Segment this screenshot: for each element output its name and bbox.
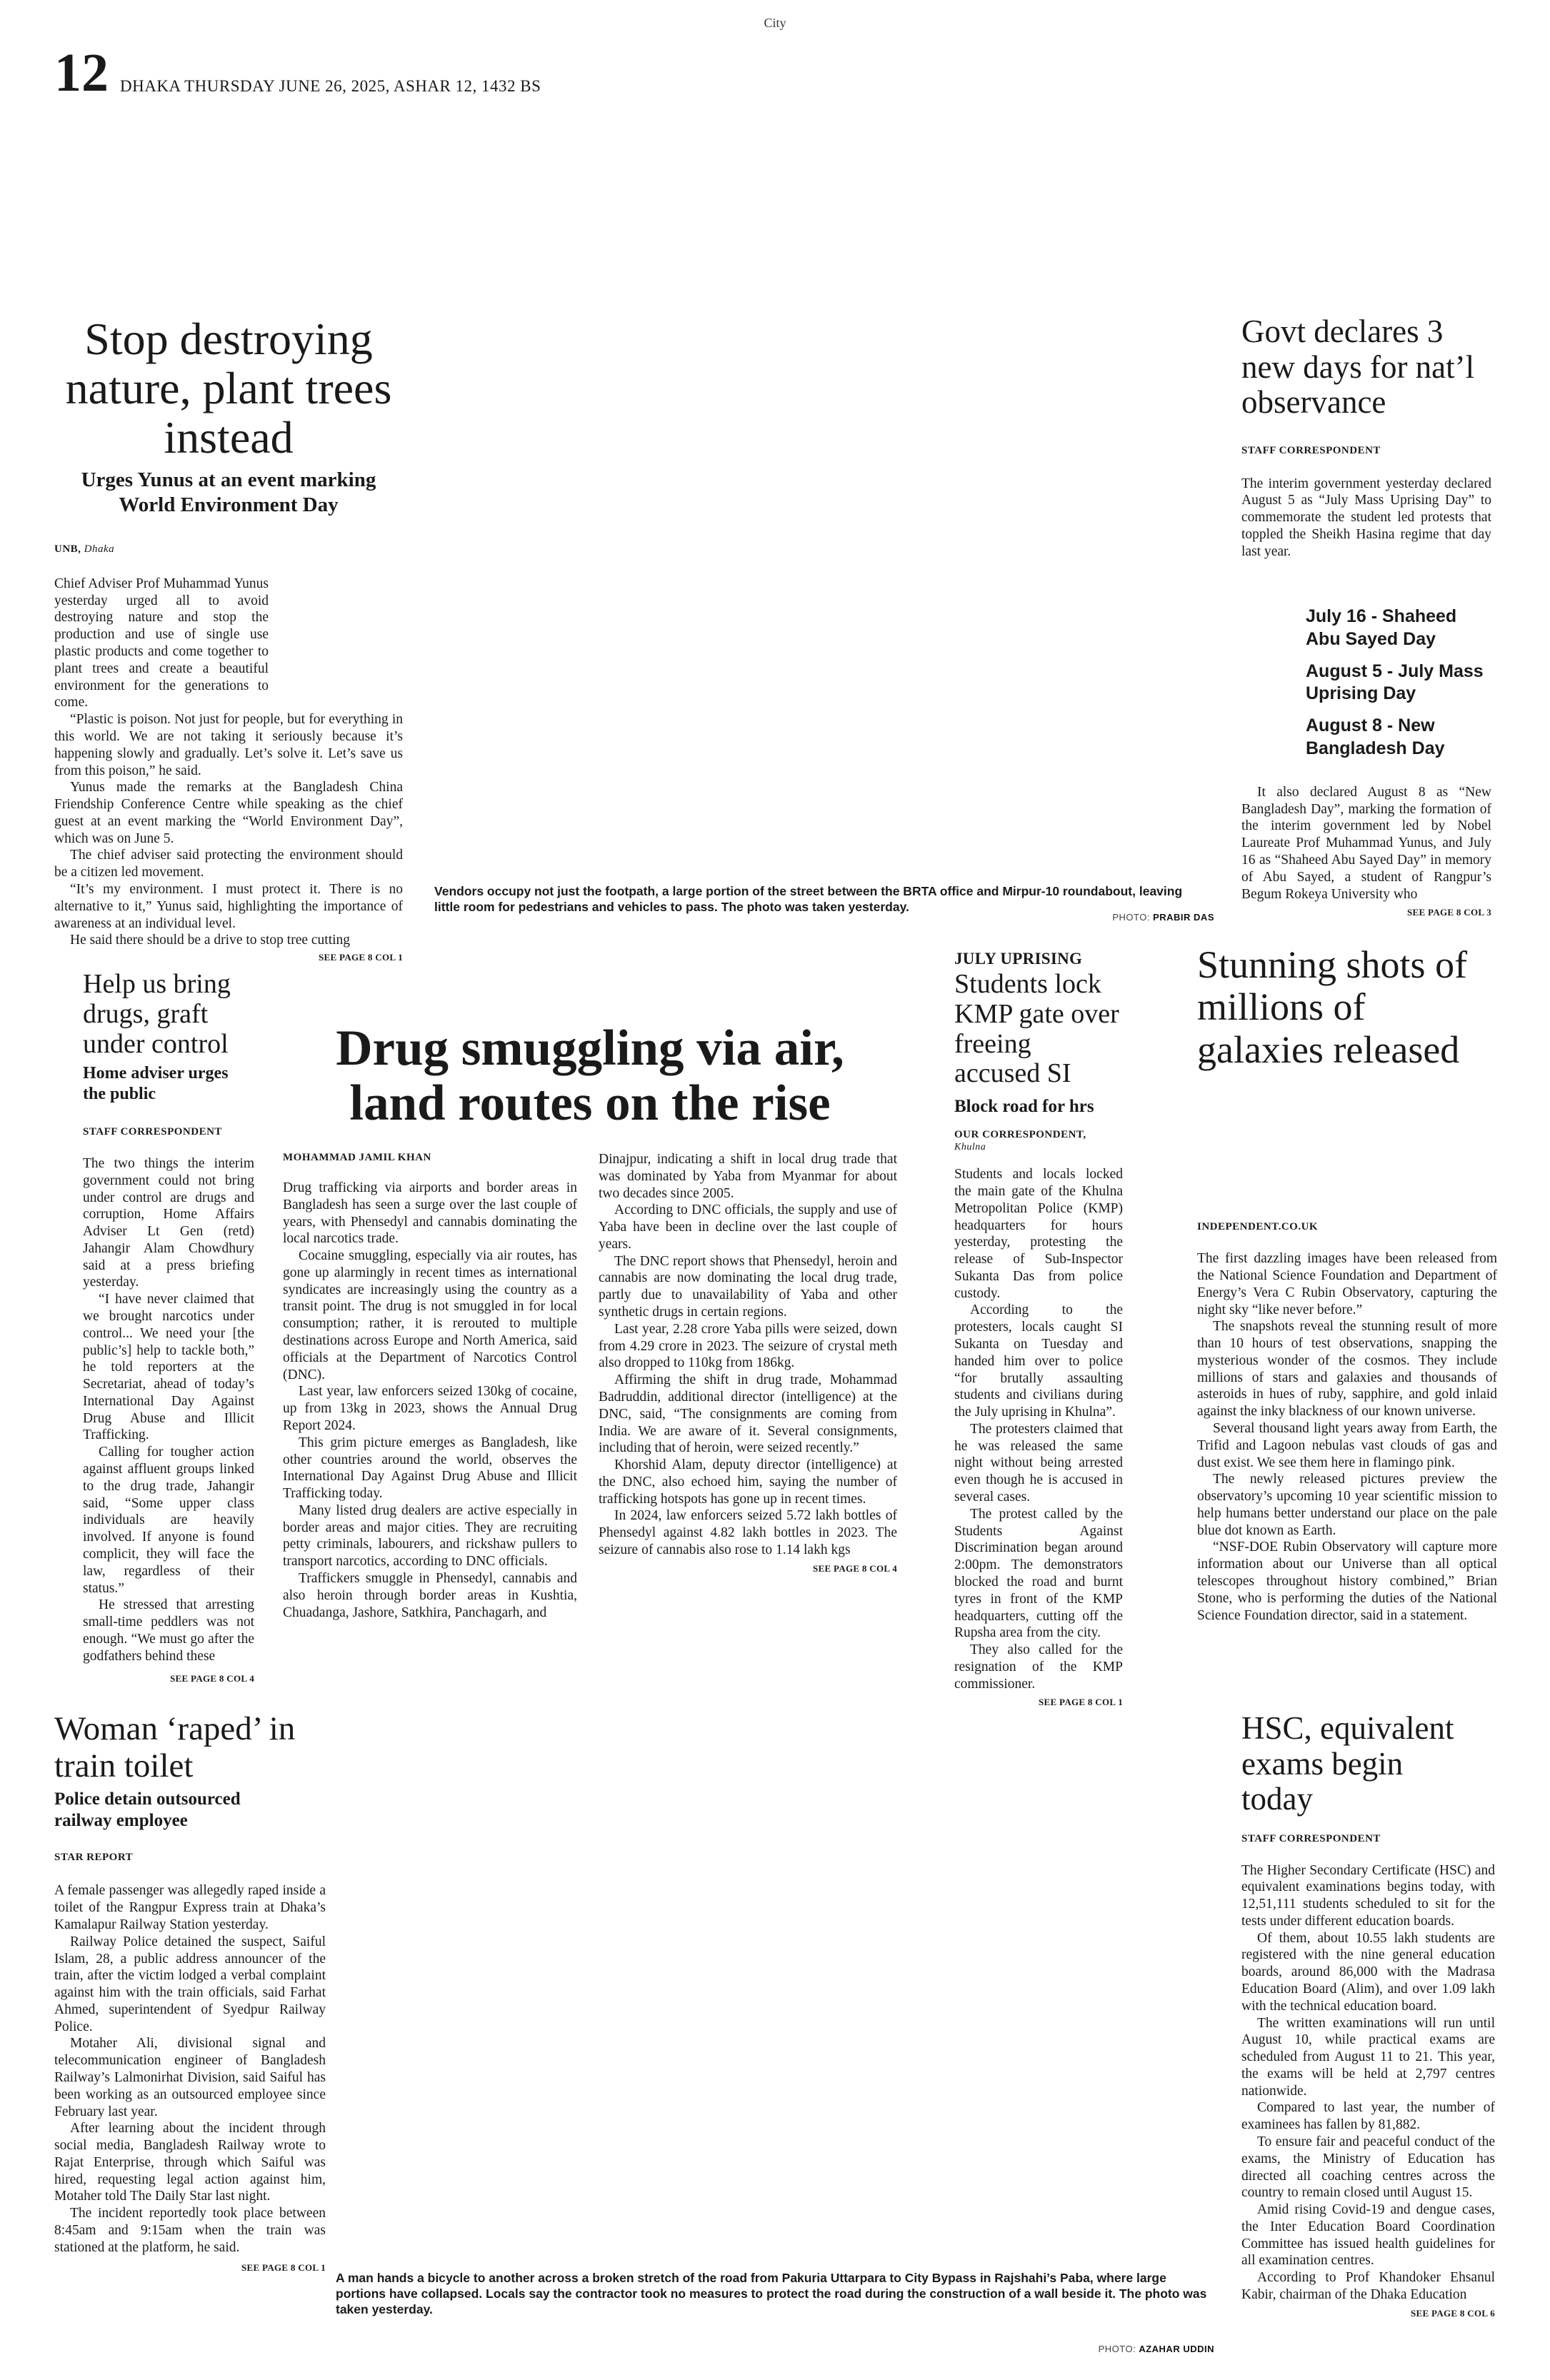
- section-label: City: [764, 16, 786, 30]
- kicker: JULY UPRISING: [954, 950, 1083, 968]
- story-drugs-graft: [83, 970, 254, 1684]
- paragraph: Affirming the shift in drug trade, Mohammad Badruddin, additional director (intelligence) at the DNC, said, “The consignments are coming from India. We are aware of it. Several consignments, including that of heroin, were seized recently.”: [599, 1372, 897, 1456]
- byline: MOHAMMAD JAMIL KHAN: [283, 1152, 431, 1164]
- smuggling-col-1: [283, 1180, 577, 1621]
- paragraph: The Higher Secondary Certificate (HSC) and equivalent examinations begins today, with 12,51,111 students scheduled to sit for the tests under different education boards.: [1241, 1862, 1495, 1929]
- observance-days-box: [1306, 606, 1484, 760]
- paragraph: Dinajpur, indicating a shift in local drug trade that was dominated by Yaba from Myanmar for about two decades since 2005.: [599, 1152, 897, 1201]
- photo-credit: PHOTO: PRABIR DAS: [1112, 912, 1214, 923]
- paragraph: “NSF-DOE Rubin Observatory will capture more information about our Universe than all optical telescopes throughout history combined,” Brian Stone, who is performing the duties of the National Science Foundation director, said in a statement.: [1197, 1540, 1497, 1623]
- paragraph: Amid rising Covid-19 and dengue cases, the Inter Education Board Coordination Committee has issued health guidelines for all examination centres.: [1241, 2202, 1495, 2269]
- paragraph: The chief adviser said protecting the environment should be a citizen led movement.: [54, 848, 403, 880]
- byline: OUR CORRESPONDENT, Khulna: [954, 1129, 1086, 1153]
- photo-credit: PHOTO: AZAHAR UDDIN: [1098, 2344, 1214, 2354]
- byline: UNB, Dhaka: [54, 543, 115, 555]
- paragraph: He said there should be a drive to stop tree cutting: [70, 933, 351, 948]
- paragraph: This grim picture emerges as Bangladesh, like other countries around the world, observes the International Day Against Drug Abuse and Illicit Trafficking today.: [283, 1435, 577, 1502]
- headline[interactable]: Stop destroying nature, plant trees instead: [65, 313, 392, 463]
- paragraph: The protest called by the Students Against Discrimination began around 2:00pm. The demonstrators blocked the road and burnt tyres in front of the KMP headquarters, cutting off the Rupsha area from the city.: [954, 1506, 1123, 1641]
- photo-caption: Vendors occupy not just the footpath, a large portion of the street between the BRTA office and Mirpur-10 roundabout, leaving little room for pedestrians and vehicles to pass. The photo was taken yesterday.: [434, 884, 1183, 914]
- see-page-link[interactable]: SEE PAGE 8 COL 1: [241, 2261, 326, 2273]
- see-page-link[interactable]: SEE PAGE 8 COL 3: [1407, 907, 1491, 918]
- headline[interactable]: Drug smuggling via air, land routes on the rise: [336, 1020, 844, 1131]
- photo-bottom: [336, 2271, 1211, 2318]
- observance-item: August 5 - July Mass Uprising Day: [1306, 661, 1484, 704]
- observance-item: July 16 - Shaheed Abu Sayed Day: [1306, 606, 1457, 649]
- subhead: Block road for hrs: [954, 1097, 1094, 1117]
- see-page-link[interactable]: SEE PAGE 8 COL 4: [170, 1673, 254, 1684]
- paragraph: Last year, law enforcers seized 130kg of cocaine, up from 13kg in 2023, shows the Annual Drug Report 2024.: [283, 1384, 577, 1433]
- see-page-link[interactable]: SEE PAGE 8 COL 1: [1039, 1697, 1123, 1708]
- paragraph: Of them, about 10.55 lakh students are registered with the nine general education boards, around 86,000 with the Madrasa Education Board (Alim), and over 1.09 lakh with the technical education board.: [1241, 1930, 1495, 2014]
- paragraph: “I have never claimed that we brought narcotics under control... We need your [the public’s] help to tackle both,” he told reporters at the Secretariat, ahead of today’s International Day Against Drug Abuse and Illicit Trafficking.: [83, 1292, 254, 1443]
- see-page-link[interactable]: SEE PAGE 8 COL 1: [319, 952, 403, 963]
- paragraph: Last year, 2.28 crore Yaba pills were seized, down from 4.29 crore in 2023. The seizure of crystal meth also dropped to 110kg from 186kg.: [599, 1321, 897, 1371]
- paragraph: The snapshots reveal the stunning result of more than 10 hours of test observations, snapping the mysterious wonder of the cosmos. They include millions of stars and galaxies and thousands of asteroids in hues of ruby, sapphire, and gold inlaid against the inky blackness of our known universe.: [1197, 1319, 1497, 1420]
- paragraph: They also called for the resignation of the KMP commissioner.: [954, 1642, 1123, 1692]
- article-body: [954, 1166, 1123, 1692]
- article-body-continued: [1241, 784, 1491, 903]
- see-page-link[interactable]: SEE PAGE 8 COL 4: [813, 1562, 897, 1574]
- article-body: [1197, 1250, 1497, 1624]
- article-body: [1241, 1862, 1495, 2304]
- observance-item: August 8 - New Bangladesh Day: [1306, 715, 1445, 758]
- headline[interactable]: Woman ‘raped’ in train toilet: [54, 1710, 296, 1784]
- paragraph: The two things the interim government could not bring under control are drugs and corruption, Home Affairs Adviser Lt Gen (retd) Jahangir Alam Chowdhury said at a press briefing yesterday.: [83, 1155, 254, 1290]
- story-smuggling: [283, 1021, 897, 1164]
- byline: INDEPENDENT.CO.UK: [1197, 1221, 1319, 1233]
- paragraph: The interim government yesterday declared August 5 as “July Mass Uprising Day” to commemorate the student led protests that toppled the Sheikh Hasina regime that day last year.: [1241, 476, 1491, 559]
- paragraph: “Plastic is poison. Not just for people, but for everything in this world. We are not taking it seriously because it’s happening slowly and gradually. Let’s solve it. Let’s save us from this poison,” he said.: [54, 712, 403, 778]
- paragraph: Many listed drug dealers are active especially in border areas and major cities. They are recruiting petty criminals, labourers, and rickshaw pullers to transport narcotics, according to DNC officials.: [283, 1502, 577, 1570]
- paragraph: After learning about the incident through social media, Bangladesh Railway wrote to Rajat Enterprise, through which Saiful was hired, requesting legal action against him, Motaher told The Daily Star last night.: [54, 2121, 326, 2204]
- byline: STAR REPORT: [54, 1852, 134, 1864]
- paragraph: Motaher Ali, divisional signal and telecommunication engineer of Bangladesh Railway’s Lalmonirhat Division, said Saiful has been working as an outsourced employee since February last year.: [54, 2036, 326, 2119]
- smuggling-col-2: [599, 1151, 897, 1575]
- paragraph: In 2024, law enforcers seized 5.72 lakh bottles of Phensedyl against 4.82 lakh bottles in 2023. The seizure of cannabis also rose to 1.14 lakh kgs: [599, 1508, 897, 1557]
- paragraph: Students and locals locked the main gate of the Khulna Metropolitan Police (KMP) headquarters for hours yesterday, protesting the release of Sub-Inspector Sukanta Das from police custody.: [954, 1167, 1123, 1301]
- paragraph: Traffickers smuggle in Phensedyl, cannabis and also heroin through border areas in Kushtia, Chuadanga, Jashore, Satkhira, Panchagarh, and: [283, 1570, 577, 1620]
- photo-top: [434, 884, 1184, 915]
- paragraph: “It’s my environment. I must protect it. There is no alternative to it,” Yunus said, highlighting the importance of awareness at an individual level.: [54, 881, 403, 931]
- story-woman: [54, 1711, 326, 2274]
- paragraph: According to the protesters, locals caught SI Sukanta on Tuesday and handed him over to police “for brutally assaulting students and civilians during the July uprising in Khulna”.: [954, 1302, 1123, 1420]
- headline[interactable]: Govt declares 3 new days for nat’l observance: [1241, 313, 1475, 420]
- paragraph: To ensure fair and peaceful conduct of the exams, the Ministry of Education has directed all coaching centres across the country to remain closed until August 15.: [1241, 2134, 1495, 2201]
- photo-caption: A man hands a bicycle to another across a broken stretch of the road from Pakuria Uttarpara to City Bypass in Rajshahi’s Paba, where large portions have collapsed. Locals say the contractor took no measures to protect the road during the construction of a wall beside it. The photo was taken yesterday.: [336, 2271, 1207, 2316]
- article-body: [1241, 476, 1491, 561]
- paragraph: According to Prof Khandoker Ehsanul Kabir, chairman of the Dhaka Education: [1241, 2270, 1495, 2303]
- story-kmp: [954, 950, 1123, 1708]
- story-hsc: [1241, 1711, 1495, 2319]
- paragraph: Yunus made the remarks at the Bangladesh China Friendship Conference Centre while speaking as the chief guest at an event marking the “World Environment Day”, which was on June 5.: [54, 780, 403, 846]
- story-environment: [54, 314, 403, 963]
- paragraph: The DNC report shows that Phensedyl, heroin and cannabis are now dominating the local drug trade, partly due to unavailability of Yaba and other synthetic drugs in certain regions.: [599, 1253, 897, 1320]
- paragraph: The incident reportedly took place between 8:45am and 9:15am when the train was stationed at the platform, he said.: [54, 2206, 326, 2255]
- subhead: Police detain outsourced railway employee: [54, 1789, 241, 1831]
- see-page-link[interactable]: SEE PAGE 8 COL 6: [1411, 2307, 1495, 2319]
- headline[interactable]: HSC, equivalent exams begin today: [1241, 1710, 1454, 1817]
- paragraph: The newly released pictures preview the observatory’s upcoming 10 year scientific mission to help humans better understand our place on the pale blue dot known as Earth.: [1197, 1472, 1497, 1538]
- paragraph: The first dazzling images have been released from the National Science Foundation and Department of Energy’s Vera C Rubin Observatory, capturing the night sky “like never before.”: [1197, 1251, 1497, 1317]
- article-body: [54, 1882, 326, 2256]
- paragraph: According to DNC officials, the supply and use of Yaba have been in decline over the last couple of years.: [599, 1202, 897, 1252]
- headline[interactable]: Students lock KMP gate over freeing accused SI: [954, 969, 1119, 1089]
- headline[interactable]: Help us bring drugs, graft under control: [83, 969, 231, 1059]
- paragraph: Drug trafficking via airports and border areas in Bangladesh has seen a surge over the last couple of years, with Phensedyl and cannabis dominating the local narcotics trade.: [283, 1180, 577, 1247]
- paragraph: Cocaine smuggling, especially via air routes, has gone up alarmingly in recent times as international syndicates are increasingly using the country as a transit point. The drug is not smuggled in for local consumption; rather, it is rerouted to multiple destinations across Europe and North America, said officials at the Department of Narcotics Control (DNC).: [283, 1248, 577, 1382]
- story-galaxies: [1197, 944, 1497, 1624]
- article-body: [83, 1155, 254, 1665]
- paragraph: The written examinations will run until August 10, while practical exams are scheduled from August 11 to 21. This year, the exams will be held at 2,797 centres nationwide.: [1241, 2015, 1495, 2099]
- paragraph: Calling for tougher action against affluent groups linked to the drug trade, Jahangir said, “Some upper class individuals are heavily involved. If anyone is found complicit, they will face the law, regardless of their status.”: [83, 1445, 254, 1596]
- headline[interactable]: Stunning shots of millions of galaxies released: [1197, 943, 1468, 1071]
- paragraph: Several thousand light years away from Earth, the Trifid and Lagoon nebulas vast clouds of gas and dust exist. We see them here in flamingo pink.: [1197, 1420, 1497, 1470]
- subhead: Home adviser urges the public: [83, 1064, 229, 1104]
- page-number: 12: [54, 43, 109, 103]
- paragraph: He stressed that arresting small-time peddlers was not enough. “We must go after the godfathers behind these: [83, 1597, 254, 1664]
- subhead: Urges Yunus at an event marking World Environment Day: [81, 468, 376, 517]
- paragraph: A female passenger was allegedly raped inside a toilet of the Rangpur Express train at Dhaka’s Kamalapur Railway Station yesterday.: [54, 1883, 326, 1932]
- paragraph: It also declared August 8 as “New Bangladesh Day”, marking the formation of the interim government led by Nobel Laureate Prof Muhammad Yunus, and July 16 as “Shaheed Abu Sayed Day” in memory of Abu Sayed, a student of Rangpur’s Begum Rokeya University who: [1241, 784, 1491, 902]
- paragraph: Chief Adviser Prof Muhammad Yunus yesterday urged all to avoid destroying nature and stop the production and use of single use plastic products and come together to plant trees and create a beautiful environment for the generations to come.: [54, 576, 269, 711]
- story-govt: [1241, 314, 1491, 918]
- paragraph: Compared to last year, the number of examinees has fallen by 81,882.: [1241, 2100, 1495, 2133]
- paragraph: Railway Police detained the suspect, Saiful Islam, 28, a public address announcer of the train, after the victim lodged a verbal complaint against him with the train officials, said Farhat Ahmed, superintendent of Syedpur Railway Police.: [54, 1934, 326, 2034]
- article-body: [54, 576, 403, 949]
- dateline: DHAKA THURSDAY JUNE 26, 2025, ASHAR 12, 1432 BS: [120, 77, 541, 95]
- paragraph: The protesters claimed that he was released the same night without being arrested even though he is accused in several cases.: [954, 1421, 1123, 1505]
- byline: STAFF CORRESPONDENT: [1241, 1832, 1381, 1844]
- byline: STAFF CORRESPONDENT: [83, 1125, 222, 1138]
- byline: STAFF CORRESPONDENT: [1241, 444, 1381, 456]
- paragraph: Khorshid Alam, deputy director (intelligence) at the DNC, also echoed him, saying the number of trafficking hotspots has gone up in recent times.: [599, 1457, 897, 1507]
